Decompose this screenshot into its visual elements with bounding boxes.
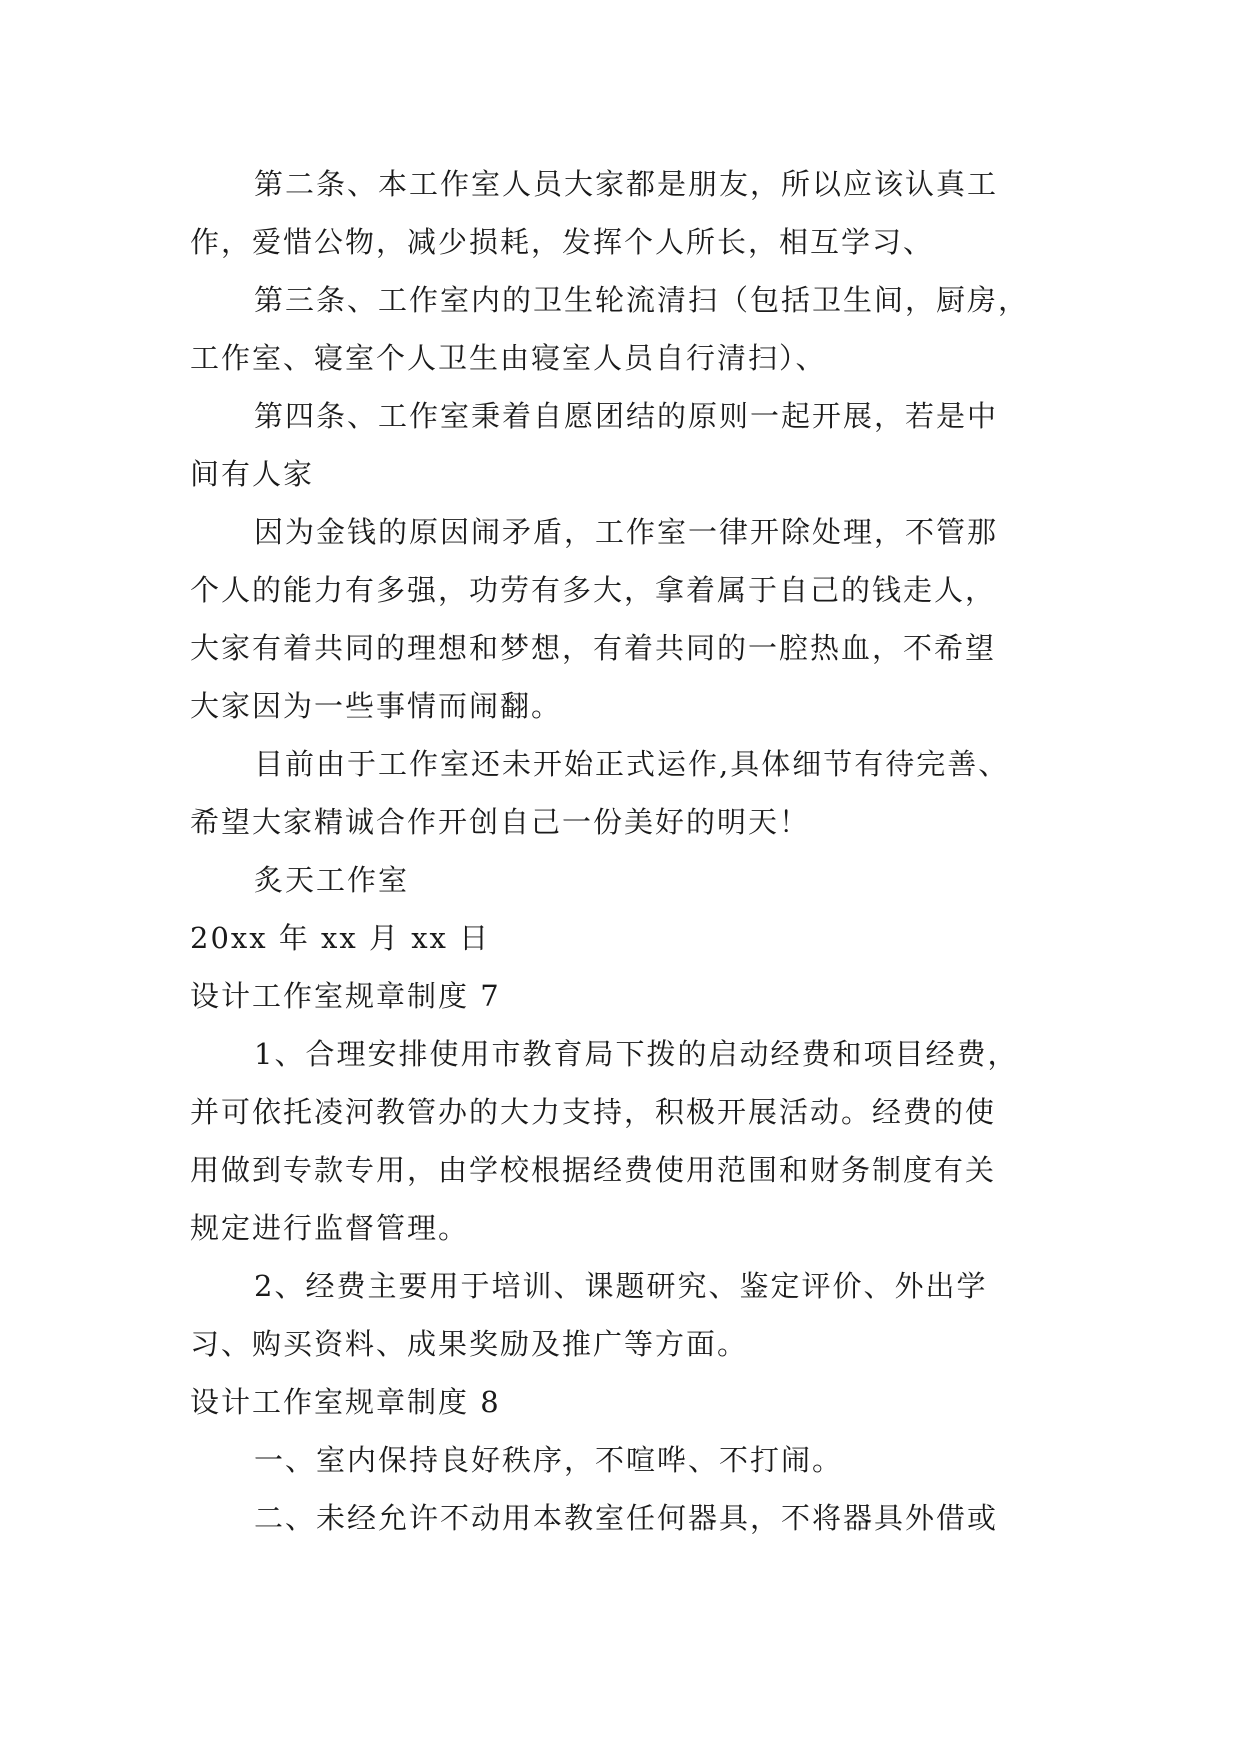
text-line: 用做到专款专用，由学校根据经费使用范围和财务制度有关: [190, 1153, 997, 1187]
text-line: 因为金钱的原因闹矛盾，工作室一律开除处理，不管那: [254, 515, 999, 549]
text-line: 第二条、本工作室人员大家都是朋友，所以应该认真工: [254, 167, 999, 201]
text-line: 并可依托凌河教管办的大力支持，积极开展活动。经费的使: [190, 1095, 997, 1129]
text-line: 间有人家: [190, 457, 315, 491]
text-line: 工作室、寝室个人卫生由寝室人员自行清扫）、: [190, 341, 827, 375]
document-body: [190, 155, 1060, 1547]
text-line: 2、经费主要用于培训、课题研究、鉴定评价、外出学: [254, 1269, 988, 1303]
text-line: 1、合理安排使用市教育局下拨的启动经费和项目经费，: [254, 1037, 1019, 1071]
text-line: 习、购买资料、成果奖励及推广等方面。: [190, 1327, 749, 1361]
section-heading: 设计工作室规章制度 8: [190, 1385, 501, 1419]
text-line: 第三条、工作室内的卫生轮流清扫（包括卫生间，厨房，: [254, 283, 1030, 317]
text-line: 个人的能力有多强，功劳有多大，拿着属于自己的钱走人，: [190, 573, 997, 607]
text-line: 二、未经允许不动用本教室任何器具，不将器具外借或: [254, 1501, 999, 1535]
signature-studio-name: 炙天工作室: [254, 863, 410, 897]
text-line: 大家因为一些事情而闹翻。: [190, 689, 563, 723]
text-line: 大家有着共同的理想和梦想，有着共同的一腔热血，不希望: [190, 631, 997, 665]
section-heading: 设计工作室规章制度 7: [190, 979, 501, 1013]
text-line: 第四条、工作室秉着自愿团结的原则一起开展，若是中: [254, 399, 999, 433]
text-line: 目前由于工作室还未开始正式运作,具体细节有待完善、: [254, 747, 1010, 781]
text-line: 一、室内保持良好秩序，不喧哗、不打闹。: [254, 1443, 844, 1477]
text-line: 作，爱惜公物，减少损耗，发挥个人所长，相互学习、: [190, 225, 935, 259]
text-line: 希望大家精诚合作开创自己一份美好的明天！: [190, 805, 811, 839]
signature-date: 20xx 年 xx 月 xx 日: [190, 921, 491, 955]
text-line: 规定进行监督管理。: [190, 1211, 470, 1245]
